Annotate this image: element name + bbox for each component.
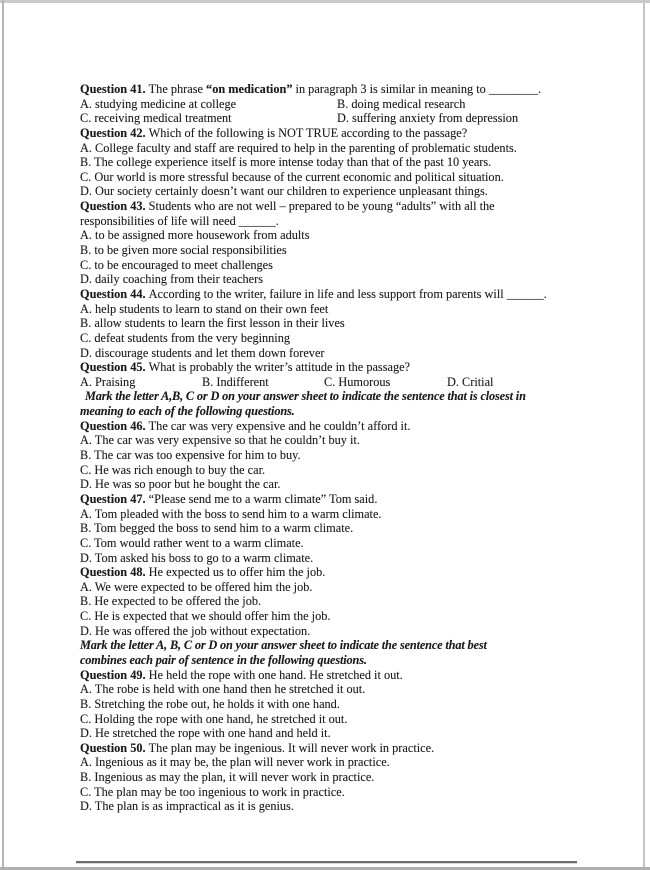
answer-option (80, 624, 590, 639)
question-43-stem-continuation (80, 214, 590, 229)
answer-option (80, 316, 590, 331)
answer-option (80, 228, 590, 243)
text-segment: What is probably the writer’s attitude in the passage? (148, 360, 411, 375)
text-segment: C. He is expected that we should offer him the job. (80, 609, 331, 624)
question-45-options-row (80, 375, 590, 390)
question-44-stem (80, 287, 590, 302)
text-segment: Question 45. (80, 360, 149, 375)
text-segment: “Please send me to a warm climate” Tom said. (148, 491, 378, 506)
question-49-stem (80, 668, 590, 683)
text-segment: The car was very expensive and he couldn’t afford it. (148, 418, 411, 433)
text-segment: B. allow students to learn the first lesson in their lives (80, 316, 345, 331)
question-46-stem (80, 419, 590, 434)
text-segment: C. Holding the rope with one hand, he stretched it out. (80, 711, 348, 726)
text-segment: D. He was offered the job without expectation. (80, 623, 311, 638)
footer-rule (76, 861, 577, 864)
text-segment: D. The plan is as impractical as it is genius. (80, 799, 294, 814)
answer-option (80, 477, 590, 492)
answer-option (80, 712, 590, 727)
answer-option (80, 331, 590, 346)
text-segment: C. defeat students from the very beginning (80, 330, 291, 345)
text-segment: B. Indifferent (202, 374, 269, 389)
answer-option (80, 726, 590, 741)
question-41-stem (80, 82, 590, 97)
answer-option (80, 346, 590, 361)
text-segment: C. to be encouraged to meet challenges (80, 257, 273, 272)
text-segment: A. Tom pleaded with the boss to send him to a warm climate. (80, 506, 382, 521)
question-41-options-row-1 (80, 97, 590, 112)
question-42-stem (80, 126, 590, 141)
page-edge-right (643, 0, 645, 870)
answer-option (80, 272, 590, 287)
section-instruction (80, 389, 590, 404)
text-segment: D. Tom asked his boss to go to a warm climate. (80, 550, 314, 565)
text-segment: combines each pair of sentence in the following questions. (80, 652, 367, 667)
text-segment: in paragraph 3 is similar in meaning to ________. (292, 82, 542, 96)
text-segment: According to the writer, failure in life and less support from parents will ______. (148, 286, 547, 301)
text-segment: Mark the letter A, B, C or D on your answer sheet to indicate the sentence that best (80, 638, 487, 653)
text-segment: A. to be assigned more housework from adults (80, 228, 310, 243)
answer-option (80, 243, 590, 258)
answer-option (80, 258, 590, 273)
text-segment: A. We were expected to be offered him the job. (80, 579, 313, 594)
text-segment: A. Praising (80, 374, 136, 389)
answer-option (80, 785, 590, 800)
question-45-stem (80, 360, 590, 375)
answer-option (80, 448, 590, 463)
text-segment: Question 49. (80, 667, 149, 682)
text-segment: meaning to each of the following questions. (80, 404, 295, 419)
answer-option (80, 302, 590, 317)
text-segment: C. Tom would rather went to a warm climate. (80, 535, 304, 550)
text-segment: He held the rope with one hand. He stretched it out. (148, 667, 403, 682)
answer-option (80, 170, 590, 185)
text-segment: D. He stretched the rope with one hand and held it. (80, 726, 331, 741)
text-segment: Mark the letter A,B, C or D on your answer sheet to indicate the sentence that is closest in (85, 389, 526, 404)
answer-option (80, 433, 590, 448)
answer-option (80, 770, 590, 785)
answer-option (80, 682, 590, 697)
answer-option (80, 507, 590, 522)
text-segment: B. to be given more social responsibilities (80, 243, 287, 258)
text-segment: B. The car was too expensive for him to buy. (80, 448, 301, 463)
text-segment: Question 41. (80, 82, 149, 96)
text-segment: B. Tom begged the boss to send him to a warm climate. (80, 521, 354, 536)
text-segment: A. help students to learn to stand on their own feet (80, 301, 329, 316)
text-segment: D. discourage students and let them down forever (80, 345, 325, 360)
text-segment: D. Our society certainly doesn’t want our children to experience unpleasant things. (80, 184, 488, 199)
question-50-stem (80, 741, 590, 756)
answer-option (80, 141, 590, 156)
text-segment: A. College faculty and staff are required to help in the parenting of problematic students. (80, 140, 517, 155)
text-segment: Students who are not well – prepared to be young “adults” with all the (148, 199, 495, 214)
text-segment: B. He expected to be offered the job. (80, 594, 262, 609)
text-segment: D. daily coaching from their teachers (80, 272, 264, 287)
answer-option (80, 697, 590, 712)
answer-option (80, 755, 590, 770)
section-instruction (80, 404, 590, 419)
text-segment: Which of the following is NOT TRUE according to the passage? (148, 125, 468, 140)
section-instruction (80, 638, 590, 653)
text-segment: C. Our world is more stressful because of the current economic and political situation. (80, 169, 504, 184)
text-segment: C. Humorous (324, 374, 391, 389)
question-43-stem (80, 199, 590, 214)
text-segment: B. doing medical research (337, 96, 466, 111)
text-segment: Question 43. (80, 199, 149, 214)
text-segment: He expected us to offer him the job. (148, 565, 326, 580)
page-edge-top (0, 0, 650, 3)
answer-option (80, 551, 590, 566)
text-segment: B. The college experience itself is more intense today than that of the past 10 years. (80, 155, 492, 170)
answer-option (80, 463, 590, 478)
text-segment: The phrase (148, 82, 207, 96)
answer-option (80, 521, 590, 536)
text-segment: C. receiving medical treatment (80, 111, 232, 126)
text-segment: D. suffering anxiety from depression (337, 111, 519, 126)
text-segment: C. The plan may be too ingenious to work in practice. (80, 784, 345, 799)
section-instruction (80, 653, 590, 668)
text-segment: Question 50. (80, 740, 149, 755)
answer-option (80, 580, 590, 595)
text-segment: Question 46. (80, 418, 149, 433)
question-47-stem (80, 492, 590, 507)
text-segment: B. Stretching the robe out, he holds it with one hand. (80, 696, 340, 711)
text-segment: A. The car was very expensive so that he couldn’t buy it. (80, 433, 360, 448)
page-edge-left (2, 0, 4, 870)
text-segment: Question 47. (80, 491, 149, 506)
text-segment: Question 48. (80, 565, 149, 580)
answer-option (80, 155, 590, 170)
text-segment: Question 44. (80, 286, 149, 301)
text-segment: D. Critial (447, 374, 494, 389)
question-48-stem (80, 565, 590, 580)
text-segment: A. The robe is held with one hand then he stretched it out. (80, 682, 366, 697)
answer-option (80, 536, 590, 551)
text-segment: D. He was so poor but he bought the car. (80, 477, 281, 492)
answer-option (80, 594, 590, 609)
text-segment: Question 42. (80, 125, 149, 140)
text-segment: A. Ingenious as it may be, the plan will never work in practice. (80, 755, 390, 770)
text-segment: C. He was rich enough to buy the car. (80, 462, 266, 477)
text-segment: responsibilities of life will need ______. (80, 213, 279, 228)
document-body (80, 82, 590, 814)
question-41-options-row-2 (80, 111, 590, 126)
text-segment: A. studying medicine at college (80, 96, 237, 111)
answer-option (80, 609, 590, 624)
text-segment: “on medication” (206, 82, 293, 96)
answer-option (80, 799, 590, 814)
text-segment: B. Ingenious as may the plan, it will never work in practice. (80, 770, 375, 785)
text-segment: The plan may be ingenious. It will never work in practice. (148, 740, 435, 755)
answer-option (80, 184, 590, 199)
